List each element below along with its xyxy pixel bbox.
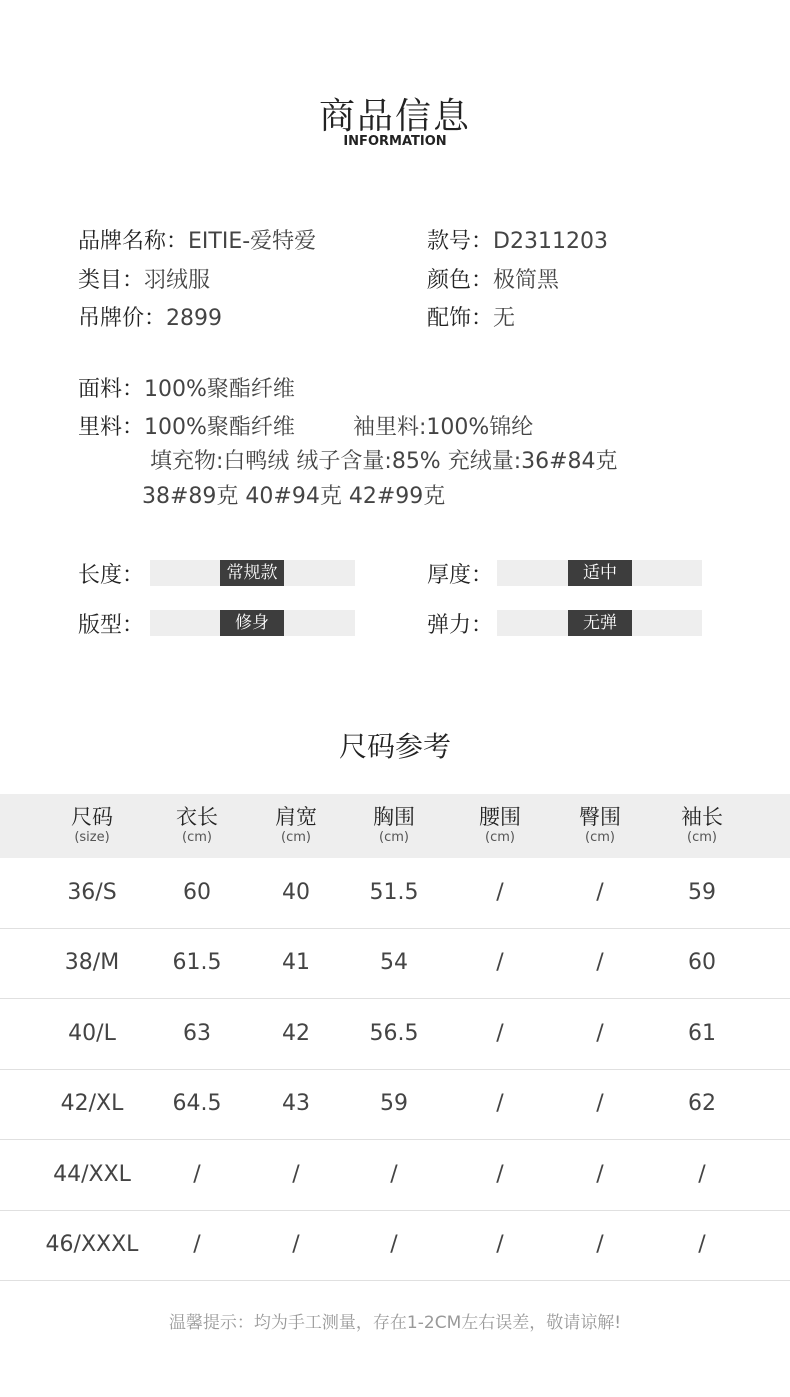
length-value: 常规款 (220, 560, 284, 586)
table-cell: 44/XXL (53, 1162, 131, 1187)
table-cell: / (193, 1162, 201, 1187)
table-cell: 36/S (67, 880, 117, 905)
category-value: 羽绒服 (144, 268, 211, 293)
category-row (78, 263, 210, 294)
table-cell: 41 (282, 950, 310, 975)
table-cell: 59 (688, 880, 716, 905)
fabric-label: 面料： (78, 377, 145, 402)
header-sleeve: 袖长 (cm) (681, 805, 723, 845)
table-cell: / (698, 1162, 706, 1187)
price-label: 吊牌价： (78, 306, 167, 331)
thickness-value: 适中 (568, 560, 632, 586)
accessory-label: 配饰： (427, 306, 494, 331)
table-cell: 51.5 (369, 880, 419, 905)
measurement-note: 温馨提示：均为手工测量，存在1-2CM左右误差，敬请谅解! (168, 1313, 622, 1333)
table-cell: / (596, 950, 604, 975)
color-label: 颜色： (427, 268, 494, 293)
fit-label: 版型： (78, 613, 145, 638)
table-cell: / (390, 1232, 398, 1257)
filling-info: 填充物:白鸭绒 绒子含量:85% 充绒量:36#84克 (150, 449, 618, 474)
table-cell: / (496, 880, 504, 905)
page-subtitle: INFORMATION (343, 134, 447, 149)
accessory-value: 无 (493, 306, 516, 331)
table-cell: / (496, 950, 504, 975)
table-cell: 63 (183, 1021, 211, 1046)
table-row (0, 858, 790, 929)
table-cell: / (496, 1021, 504, 1046)
price-value: 2899 (166, 306, 223, 331)
table-cell: / (496, 1162, 504, 1187)
header-chest: 胸围 (cm) (373, 805, 415, 845)
lining-value: 100%聚酯纤维 (144, 415, 295, 440)
table-row (0, 928, 790, 999)
brand-label: 品牌名称： (78, 229, 189, 254)
lining-row (78, 410, 295, 441)
table-cell: 42/XL (60, 1091, 124, 1116)
thickness-label: 厚度： (427, 563, 494, 588)
table-cell: 40 (282, 880, 310, 905)
table-cell: / (596, 880, 604, 905)
lining-label: 里料： (78, 415, 145, 440)
price-row (78, 301, 222, 332)
table-cell: 61 (688, 1021, 716, 1046)
header-waist: 腰围 (cm) (479, 805, 521, 845)
color-value: 极简黑 (493, 268, 560, 293)
table-cell: 59 (380, 1091, 408, 1116)
table-row (0, 1210, 790, 1281)
elasticity-label: 弹力： (427, 613, 494, 638)
size-chart-title: 尺码参考 (338, 730, 451, 763)
header-size: 尺码 (size) (71, 805, 113, 845)
accessory-row (427, 301, 515, 332)
length-bar (150, 560, 355, 586)
elasticity-bar (497, 610, 702, 636)
sleeve-lining: 袖里料:100%锦纶 (353, 415, 534, 440)
table-row (0, 999, 790, 1070)
table-cell: 61.5 (172, 950, 222, 975)
style-no-value: D2311203 (493, 229, 608, 254)
fit-value: 修身 (220, 610, 284, 636)
table-cell: 54 (380, 950, 408, 975)
table-cell: / (193, 1232, 201, 1257)
table-cell: 42 (282, 1021, 310, 1046)
table-cell: / (390, 1162, 398, 1187)
fabric-value: 100%聚酯纤维 (144, 377, 295, 402)
length-label: 长度： (78, 563, 145, 588)
table-cell: 40/L (68, 1021, 116, 1046)
table-cell: / (496, 1091, 504, 1116)
fit-bar (150, 610, 355, 636)
table-cell: 60 (183, 880, 211, 905)
table-cell: 60 (688, 950, 716, 975)
category-label: 类目： (78, 268, 145, 293)
style-no-row (427, 224, 608, 255)
elasticity-value: 无弹 (568, 610, 632, 636)
header-shoulder: 肩宽 (cm) (275, 805, 317, 845)
fabric-row (78, 372, 295, 403)
table-cell: / (292, 1162, 300, 1187)
table-row (0, 1069, 790, 1140)
page-title: 商品信息 (318, 96, 471, 137)
filling-info-cont: 38#89克 40#94克 42#99克 (142, 484, 446, 509)
header-hip: 臀围 (cm) (579, 805, 621, 845)
color-row (427, 263, 559, 294)
table-cell: / (496, 1232, 504, 1257)
table-cell: / (596, 1021, 604, 1046)
size-table-header (0, 794, 790, 858)
table-cell: / (698, 1232, 706, 1257)
table-cell: 62 (688, 1091, 716, 1116)
table-cell: 43 (282, 1091, 310, 1116)
table-cell: / (596, 1162, 604, 1187)
table-cell: 64.5 (172, 1091, 222, 1116)
header-length: 衣长 (cm) (176, 805, 218, 845)
table-cell: 38/M (64, 950, 120, 975)
thickness-bar (497, 560, 702, 586)
table-cell: / (292, 1232, 300, 1257)
table-cell: / (596, 1091, 604, 1116)
table-cell: 46/XXXL (45, 1232, 139, 1257)
table-row (0, 1140, 790, 1211)
style-no-label: 款号： (427, 229, 494, 254)
brand-value: EITIE-爱特爱 (188, 229, 317, 254)
brand-row (78, 224, 316, 255)
table-cell: / (596, 1232, 604, 1257)
table-cell: 56.5 (369, 1021, 419, 1046)
